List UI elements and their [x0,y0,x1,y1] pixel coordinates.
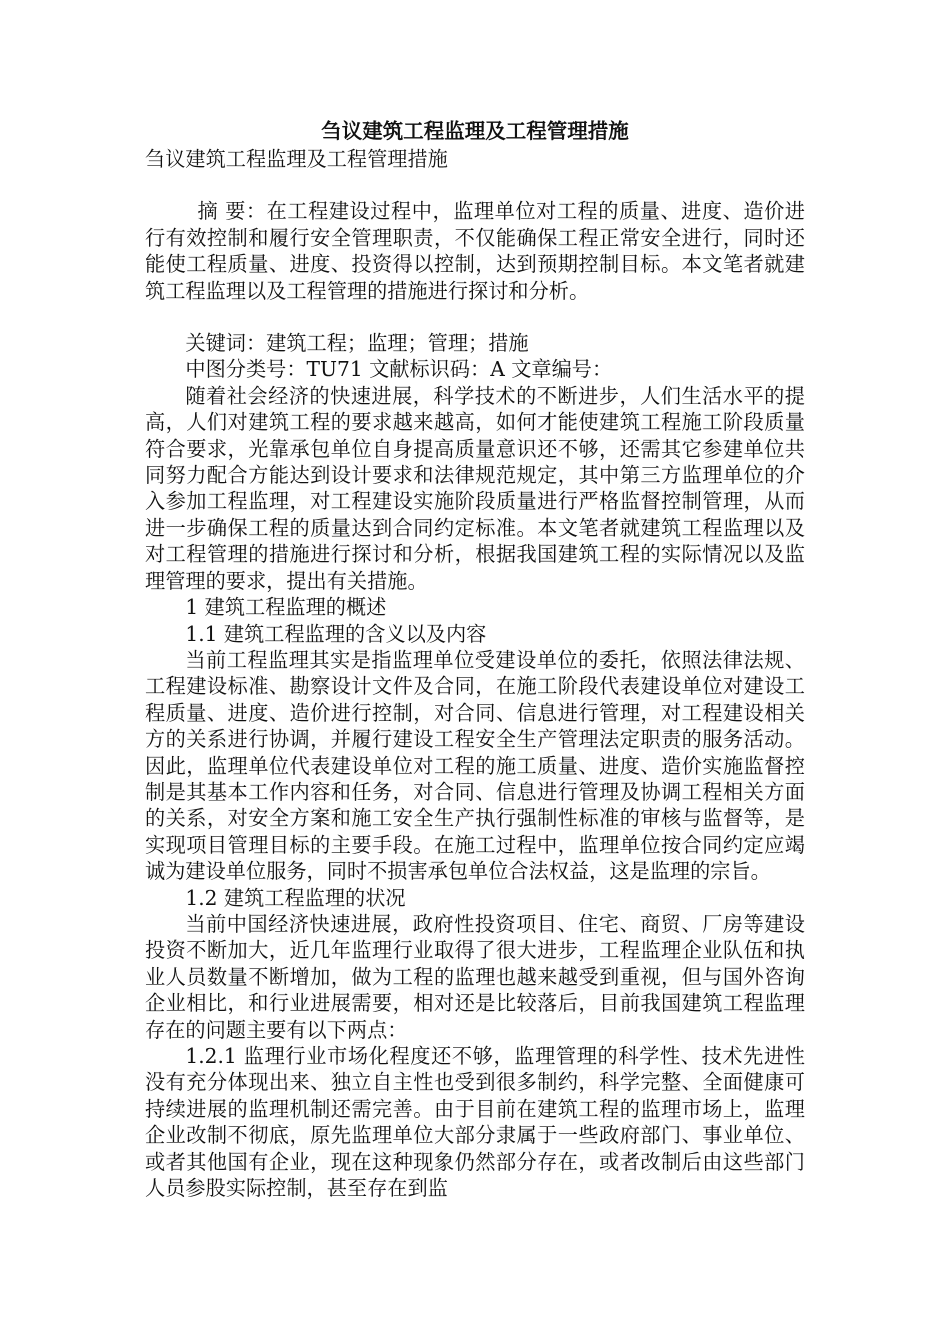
section-heading: 1 建筑工程监理的概述 [185,595,387,620]
body-paragraph: 当前中国经济快速进展，政府性投资项目、住宅、商贸、厂房等建设投资不断加大，近几年监理行业取得了很大进步，工程监理企业队伍和执业人员数量不断增加，做为工程的监理也越来越受到重视，但与国外咨询企业相比，和行业进展需要，相对还是比较落后，目前我国建筑工程监理存在的问题主要有以下两点： [145,911,805,1042]
subsection-heading: 1.2 建筑工程监理的状况 [185,885,406,910]
spacer [145,304,805,330]
keywords-line: 关键词：建筑工程；监理；管理；措施 [185,331,529,356]
body-paragraph: 当前工程监理其实是指监理单位受建设单位的委托，依照法律法规、工程建设标准、勘察设计文件及合同，在施工阶段代表建设单位对建设工程质量、进度、造价进行控制，对合同、信息进行管理，对工程建设相关方的关系进行协调，并履行建设工程安全生产管理法定职责的服务活动。因此，监理单位代表建设单位对工程的施工质量、进度、造价实施监督控制是其基本工作内容和任务，对合同、信息进行管理及协调工程相关方面的关系，对安全方案和施工安全生产执行强制性标准的审核与监督等，是实现项目管理目标的主要手段。在施工过程中，监理单位按合同约定应竭诚为建设单位服务，同时不损害承包单位合法权益，这是监理的宗旨。 [145,647,805,884]
document-subtitle: 刍议建筑工程监理及工程管理措施 [145,147,448,171]
document-title: 刍议建筑工程监理及工程管理措施 [321,119,629,143]
body-paragraph: 随着社会经济的快速进展，科学技术的不断进步，人们生活水平的提高，人们对建筑工程的要求越来越高，如何才能使建筑工程施工阶段质量符合要求，光靠承包单位自身提高质量意识还不够，还需其它参建单位共同努力配合方能达到设计要求和法律规范规定，其中第三方监理单位的介入参加工程监理，对工程建设实施阶段质量进行严格监督控制管理，从而进一步确保工程的质量达到合同约定标准。本文笔者就建筑工程监理以及对工程管理的措施进行探讨和分析，根据我国建筑工程的实际情况以及监理管理的要求，提出有关措施。 [145,383,805,593]
classification-line: 中图分类号：TU71 文献标识码：A 文章编号： [185,357,613,382]
spacer [145,172,805,198]
subsection-heading: 1.1 建筑工程监理的含义以及内容 [185,621,487,646]
document-page [145,118,805,1201]
body-paragraph: 1.2.1 监理行业市场化程度还不够，监理管理的科学性、技术先进性没有充分体现出来、独立自主性也受到很多制约，科学完整、全面健康可持续进展的监理机制还需完善。由于目前在建筑工程的监理市场上，监理企业改制不彻底，原先监理单位大部分隶属于一些政府部门、事业单位、或者其他国有企业，现在这种现象仍然部分存在，或者改制后由这些部门人员参股实际控制，甚至存在到监 [145,1044,805,1201]
abstract-paragraph: 摘 要：在工程建设过程中，监理单位对工程的质量、进度、造价进行有效控制和履行安全管理职责，不仅能确保工程正常安全进行，同时还能使工程质量、进度、投资得以控制，达到预期控制目标。本文笔者就建筑工程监理以及工程管理的措施进行探讨和分析。 [145,199,805,303]
